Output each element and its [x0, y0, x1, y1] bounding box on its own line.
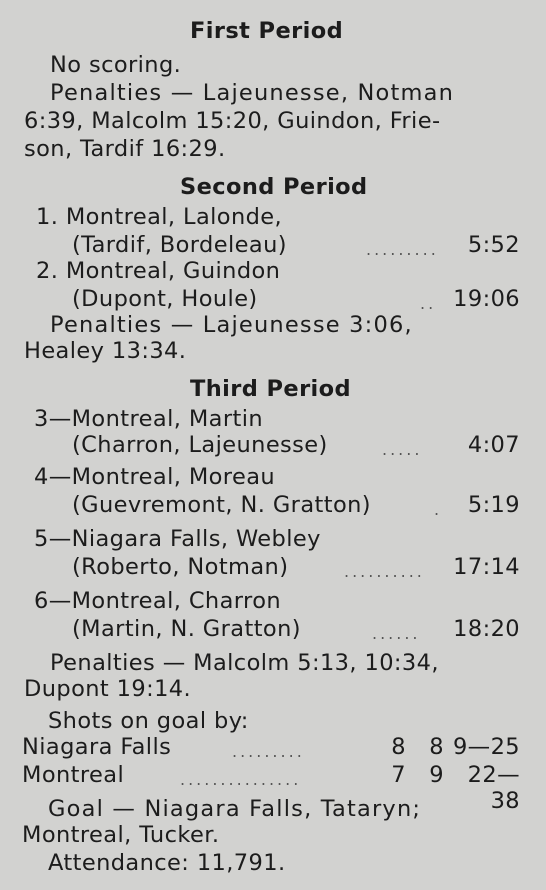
goal-assists: (Dupont, Houle) — [72, 286, 258, 312]
shots-team-name: Montreal — [22, 762, 125, 788]
goal-time: 18:20 — [453, 616, 520, 642]
third-period-penalties: Dupont 19:14. — [24, 676, 192, 702]
shots-team-name: Niagara Falls — [22, 734, 172, 760]
leader-dots: ..... — [382, 440, 423, 459]
goal-line-1: 3—Montreal, Martin — [34, 406, 264, 432]
first-period-line: son, Tardif 16:29. — [24, 136, 226, 162]
goal-time: 17:14 — [453, 554, 520, 580]
goal-assists: (Martin, N. Gratton) — [72, 616, 301, 642]
goal-time: 4:07 — [467, 432, 520, 458]
leader-dots: ...... — [372, 624, 421, 643]
shots-period-1: 7 — [391, 762, 406, 788]
goal-assists: (Roberto, Notman) — [72, 554, 289, 580]
shots-period-2: 8 — [429, 734, 444, 760]
first-period-line: No scoring. — [50, 52, 182, 78]
first-period-line: Penalties — Lajeunesse, Notman — [50, 80, 455, 106]
leader-dots: ......... — [232, 742, 305, 761]
goalies-line: Montreal, Tucker. — [22, 822, 220, 848]
goal-line-1: 2. Montreal, Guindon — [36, 258, 281, 284]
goal-time: 5:52 — [467, 232, 520, 258]
second-period-penalties: Healey 13:34. — [24, 338, 187, 364]
goal-time: 19:06 — [453, 286, 520, 312]
goal-assists: (Guevremont, N. Gratton) — [72, 492, 371, 518]
leader-dots: .. — [420, 294, 437, 313]
goal-line-1: 5—Niagara Falls, Webley — [34, 526, 321, 552]
leader-dots: . — [434, 500, 443, 519]
second-period-penalties: Penalties — Lajeunesse 3:06, — [50, 312, 413, 338]
shots-on-goal-label: Shots on goal by: — [48, 708, 249, 734]
goal-line-1: 4—Montreal, Moreau — [34, 464, 276, 490]
goal-line-1: 6—Montreal, Charron — [34, 588, 282, 614]
leader-dots: .......... — [344, 562, 425, 581]
first-period-heading: First Period — [190, 18, 344, 44]
second-period-heading: Second Period — [180, 174, 368, 200]
shots-period-1: 8 — [391, 734, 406, 760]
goal-time: 5:19 — [467, 492, 520, 518]
goal-assists: (Tardif, Bordeleau) — [72, 232, 287, 258]
shots-period-3-total: 22—38 — [467, 762, 520, 814]
first-period-line: 6:39, Malcolm 15:20, Guindon, Frie- — [24, 108, 441, 134]
leader-dots: ......... — [366, 240, 439, 259]
goal-line-1: 1. Montreal, Lalonde, — [36, 204, 283, 230]
third-period-heading: Third Period — [190, 376, 352, 402]
shots-period-2: 9 — [429, 762, 444, 788]
attendance: Attendance: 11,791. — [48, 850, 286, 876]
third-period-penalties: Penalties — Malcolm 5:13, 10:34, — [50, 650, 439, 676]
goal-assists: (Charron, Lajeunesse) — [72, 432, 328, 458]
shots-period-3-total: 9—25 — [452, 734, 520, 760]
goalies-line: Goal — Niagara Falls, Tataryn; — [48, 796, 422, 822]
leader-dots: ............... — [180, 770, 302, 789]
